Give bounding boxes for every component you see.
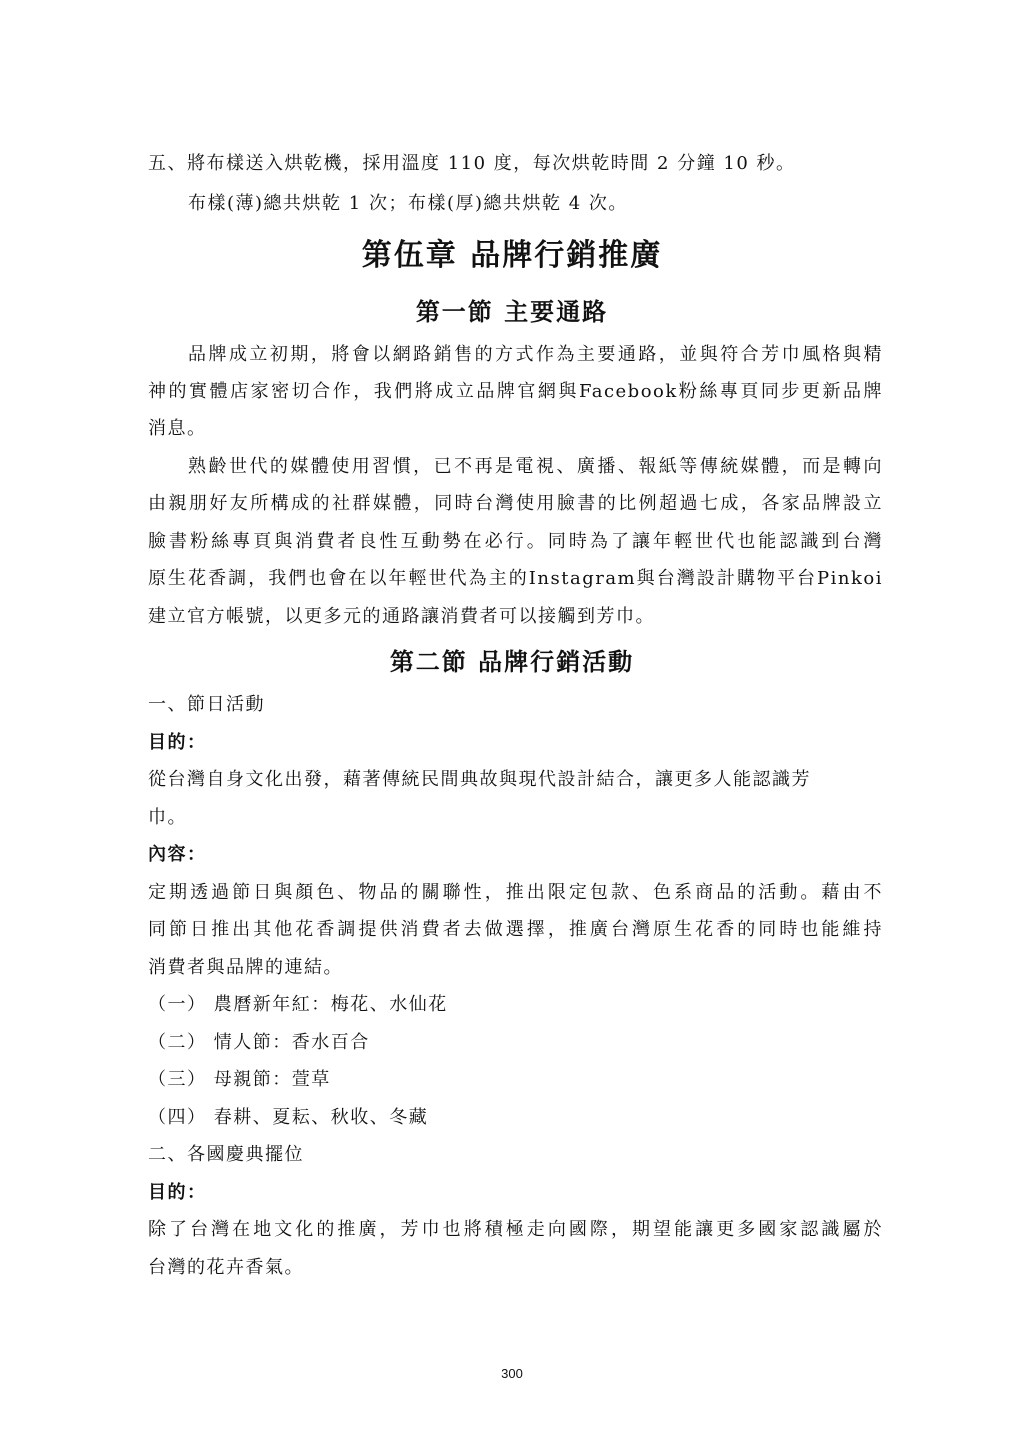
content-label: 內容： (148, 844, 207, 865)
paragraph-line: 原生花香調，我們也會在以年輕世代為主的Instagram與台灣設計購物平台Pinkoi (148, 568, 883, 589)
paragraph-line: 臉書粉絲專頁與消費者良性互動勢在必行。同時為了讓年輕世代也能認識到台灣 (148, 531, 883, 552)
item-heading: 一、節日活動 (148, 694, 265, 715)
paragraph-line: 由親朋好友所構成的社群媒體，同時台灣使用臉書的比例超過七成，各家品牌設立 (148, 493, 883, 514)
paragraph-line: 台灣的花卉香氣。 (148, 1257, 304, 1278)
paragraph-line: 品牌成立初期，將會以網路銷售的方式作為主要通路，並與符合芳巾風格與精 (188, 344, 883, 365)
paragraph-line: 神的實體店家密切合作，我們將成立品牌官網與Facebook粉絲專頁同步更新品牌 (148, 381, 883, 402)
paragraph-line: 同節日推出其他花香調提供消費者去做選擇，推廣台灣原生花香的同時也能維持 (148, 919, 883, 940)
paragraph-line: 消息。 (148, 418, 207, 439)
step-five-note: 布樣(薄)總共烘乾 1 次；布樣(厚)總共烘乾 4 次。 (188, 193, 628, 214)
section-title-main-channels: 第一節 主要通路 (415, 297, 609, 326)
purpose-label: 目的： (148, 732, 207, 753)
section-title-marketing-activities: 第二節 品牌行銷活動 (389, 647, 635, 676)
list-item: （四） 春耕、夏耘、秋收、冬藏 (148, 1107, 429, 1128)
paragraph-line: 除了台灣在地文化的推廣，芳巾也將積極走向國際，期望能讓更多國家認識屬於 (148, 1219, 883, 1240)
list-item: （二） 情人節：香水百合 (148, 1032, 370, 1053)
paragraph-line: 定期透過節日與顏色、物品的關聯性，推出限定包款、色系商品的活動。藉由不 (148, 882, 883, 903)
paragraph-line: 熟齡世代的媒體使用習慣，已不再是電視、廣播、報紙等傳統媒體，而是轉向 (188, 456, 883, 477)
list-item: （三） 母親節：萱草 (148, 1069, 331, 1090)
paragraph-line: 巾。 (148, 807, 187, 828)
item-heading: 二、各國慶典擺位 (148, 1144, 304, 1165)
list-item: （一） 農曆新年紅：梅花、水仙花 (148, 994, 448, 1015)
chapter-title: 第伍章 品牌行銷推廣 (361, 238, 663, 273)
paragraph-line: 消費者與品牌的連結。 (148, 957, 343, 978)
purpose-label: 目的： (148, 1182, 207, 1203)
paragraph-line: 從台灣自身文化出發，藉著傳統民間典故與現代設計結合，讓更多人能認識芳 (148, 769, 811, 790)
step-five-text: 五、將布樣送入烘乾機，採用溫度 110 度，每次烘乾時間 2 分鐘 10 秒。 (148, 153, 796, 174)
paragraph-line: 建立官方帳號，以更多元的通路讓消費者可以接觸到芳巾。 (148, 606, 655, 627)
page-number: 300 (501, 1366, 523, 1381)
